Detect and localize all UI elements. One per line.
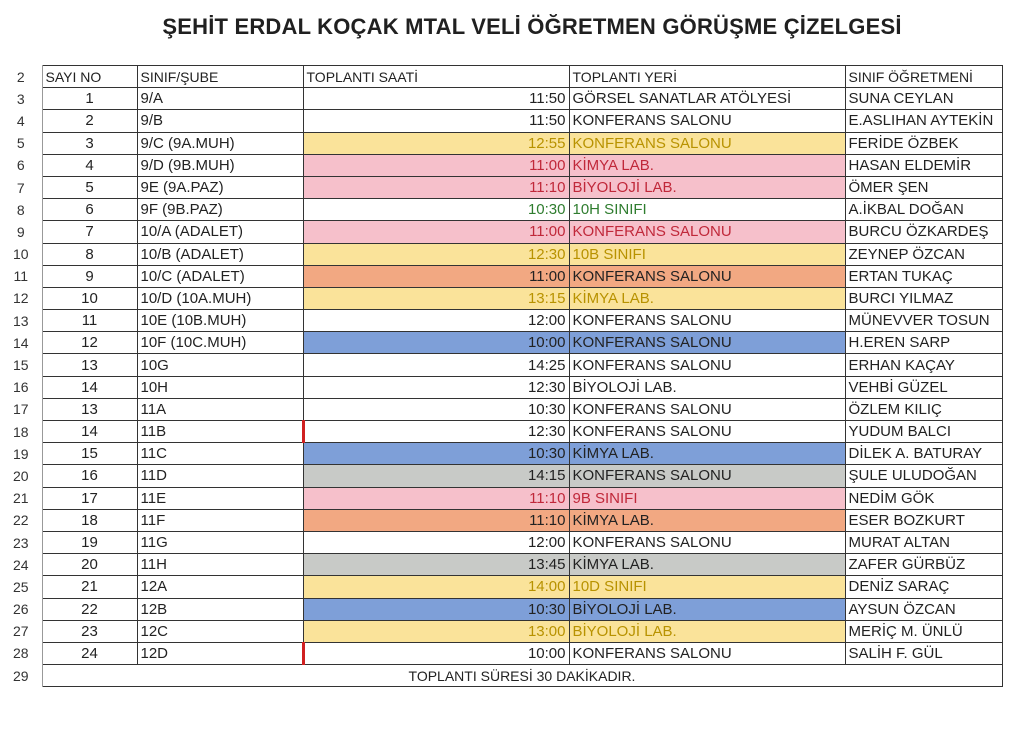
yer-cell[interactable]: KİMYA LAB. bbox=[569, 287, 845, 309]
saat-cell[interactable]: 11:10 bbox=[303, 487, 569, 509]
table-row bbox=[0, 576, 1002, 598]
saat-cell[interactable]: 14:15 bbox=[303, 465, 569, 487]
yer-cell[interactable]: KONFERANS SALONU bbox=[569, 465, 845, 487]
ogretmen-cell[interactable]: BURCU ÖZKARDEŞ bbox=[845, 221, 1002, 243]
yer-cell[interactable]: KONFERANS SALONU bbox=[569, 310, 845, 332]
sayi-no-cell[interactable]: 1 bbox=[42, 88, 137, 110]
sayi-no-cell[interactable]: 8 bbox=[42, 243, 137, 265]
row-number: 26 bbox=[0, 598, 42, 620]
table-row bbox=[0, 354, 1002, 376]
yer-cell[interactable]: BİYOLOJİ LAB. bbox=[569, 376, 845, 398]
yer-cell[interactable]: GÖRSEL SANATLAR ATÖLYESİ bbox=[569, 88, 845, 110]
table-row bbox=[0, 398, 1002, 420]
yer-cell[interactable]: KONFERANS SALONU bbox=[569, 265, 845, 287]
table-row bbox=[0, 221, 1002, 243]
ogretmen-cell[interactable]: MÜNEVVER TOSUN bbox=[845, 310, 1002, 332]
sayi-no-cell[interactable]: 15 bbox=[42, 443, 137, 465]
saat-cell[interactable]: 11:10 bbox=[303, 509, 569, 531]
sayi-no-cell[interactable]: 3 bbox=[42, 132, 137, 154]
ogretmen-cell[interactable]: DENİZ SARAÇ bbox=[845, 576, 1002, 598]
header-sinif-sube[interactable]: SINIF/ŞUBE bbox=[137, 66, 303, 88]
ogretmen-cell[interactable]: VEHBİ GÜZEL bbox=[845, 376, 1002, 398]
sayi-no-cell[interactable]: 17 bbox=[42, 487, 137, 509]
sayi-no-cell[interactable]: 10 bbox=[42, 287, 137, 309]
ogretmen-cell[interactable]: FERİDE ÖZBEK bbox=[845, 132, 1002, 154]
ogretmen-cell[interactable]: AYSUN ÖZCAN bbox=[845, 598, 1002, 620]
row-number: 8 bbox=[0, 199, 42, 221]
ogretmen-cell[interactable]: HASAN ELDEMİR bbox=[845, 154, 1002, 176]
saat-cell[interactable]: 10:00 bbox=[303, 332, 569, 354]
sinif-cell[interactable]: 10H bbox=[137, 376, 303, 398]
ogretmen-cell[interactable]: ZEYNEP ÖZCAN bbox=[845, 243, 1002, 265]
sayi-no-cell[interactable]: 7 bbox=[42, 221, 137, 243]
sayi-no-cell[interactable]: 13 bbox=[42, 398, 137, 420]
table-row bbox=[0, 176, 1002, 198]
row-number: 9 bbox=[0, 221, 42, 243]
table-row bbox=[0, 531, 1002, 553]
saat-cell[interactable]: 10:30 bbox=[303, 398, 569, 420]
sinif-cell[interactable]: 11H bbox=[137, 554, 303, 576]
sinif-cell[interactable]: 10/C (ADALET) bbox=[137, 265, 303, 287]
sinif-cell[interactable]: 10G bbox=[137, 354, 303, 376]
table-row bbox=[0, 154, 1002, 176]
yer-cell[interactable]: KONFERANS SALONU bbox=[569, 132, 845, 154]
row-number: 11 bbox=[0, 265, 42, 287]
sayi-no-cell[interactable]: 13 bbox=[42, 354, 137, 376]
header-toplanti-yeri[interactable]: TOPLANTI YERİ bbox=[569, 66, 845, 88]
sinif-cell[interactable]: 9/C (9A.MUH) bbox=[137, 132, 303, 154]
sinif-cell[interactable]: 11A bbox=[137, 398, 303, 420]
saat-cell[interactable]: 12:00 bbox=[303, 531, 569, 553]
saat-cell[interactable]: 11:50 bbox=[303, 88, 569, 110]
row-number: 27 bbox=[0, 620, 42, 642]
saat-cell[interactable]: 11:50 bbox=[303, 110, 569, 132]
row-number: 18 bbox=[0, 421, 42, 443]
sinif-cell[interactable]: 12C bbox=[137, 620, 303, 642]
ogretmen-cell[interactable]: YUDUM BALCI bbox=[845, 421, 1002, 443]
yer-cell[interactable]: KONFERANS SALONU bbox=[569, 642, 845, 664]
row-number: 14 bbox=[0, 332, 42, 354]
saat-cell[interactable]: 13:00 bbox=[303, 620, 569, 642]
sinif-cell[interactable]: 9/B bbox=[137, 110, 303, 132]
row-number: 15 bbox=[0, 354, 42, 376]
ogretmen-cell[interactable]: ŞULE ULUDOĞAN bbox=[845, 465, 1002, 487]
table-row bbox=[0, 310, 1002, 332]
row-number: 20 bbox=[0, 465, 42, 487]
header-sinif-ogretmeni[interactable]: SINIF ÖĞRETMENİ bbox=[845, 66, 1002, 88]
yer-cell[interactable]: KONFERANS SALONU bbox=[569, 398, 845, 420]
sinif-cell[interactable]: 12D bbox=[137, 642, 303, 664]
sinif-cell[interactable]: 10/D (10A.MUH) bbox=[137, 287, 303, 309]
saat-cell[interactable]: 10:30 bbox=[303, 199, 569, 221]
sinif-cell[interactable]: 12B bbox=[137, 598, 303, 620]
sayi-no-cell[interactable]: 12 bbox=[42, 332, 137, 354]
sinif-cell[interactable]: 10E (10B.MUH) bbox=[137, 310, 303, 332]
row-number: 10 bbox=[0, 243, 42, 265]
sinif-cell[interactable]: 12A bbox=[137, 576, 303, 598]
saat-cell[interactable]: 12:30 bbox=[303, 243, 569, 265]
ogretmen-cell[interactable]: ERTAN TUKAÇ bbox=[845, 265, 1002, 287]
sinif-cell[interactable]: 9F (9B.PAZ) bbox=[137, 199, 303, 221]
table-row bbox=[0, 332, 1002, 354]
yer-cell[interactable]: KİMYA LAB. bbox=[569, 154, 845, 176]
ogretmen-cell[interactable]: ÖMER ŞEN bbox=[845, 176, 1002, 198]
ogretmen-cell[interactable]: MERİÇ M. ÜNLÜ bbox=[845, 620, 1002, 642]
ogretmen-cell[interactable]: ESER BOZKURT bbox=[845, 509, 1002, 531]
sayi-no-cell[interactable]: 20 bbox=[42, 554, 137, 576]
sayi-no-cell[interactable]: 11 bbox=[42, 310, 137, 332]
row-number: 23 bbox=[0, 531, 42, 553]
ogretmen-cell[interactable]: ÖZLEM KILIÇ bbox=[845, 398, 1002, 420]
yer-cell[interactable]: BİYOLOJİ LAB. bbox=[569, 598, 845, 620]
yer-cell[interactable]: KONFERANS SALONU bbox=[569, 421, 845, 443]
yer-cell[interactable]: KONFERANS SALONU bbox=[569, 332, 845, 354]
saat-cell[interactable]: 14:25 bbox=[303, 354, 569, 376]
ogretmen-cell[interactable]: SUNA CEYLAN bbox=[845, 88, 1002, 110]
sinif-cell[interactable]: 9/A bbox=[137, 88, 303, 110]
table-row bbox=[0, 132, 1002, 154]
yer-cell[interactable]: BİYOLOJİ LAB. bbox=[569, 620, 845, 642]
yer-cell[interactable]: 9B SINIFI bbox=[569, 487, 845, 509]
table-row bbox=[0, 443, 1002, 465]
sayi-no-cell[interactable]: 24 bbox=[42, 642, 137, 664]
sayi-no-cell[interactable]: 19 bbox=[42, 531, 137, 553]
yer-cell[interactable]: 10H SINIFI bbox=[569, 199, 845, 221]
table-row bbox=[0, 554, 1002, 576]
table-row bbox=[0, 110, 1002, 132]
sayi-no-cell[interactable]: 16 bbox=[42, 465, 137, 487]
saat-cell[interactable]: 11:10 bbox=[303, 176, 569, 198]
table-row bbox=[0, 620, 1002, 642]
saat-cell[interactable]: 12:30 bbox=[303, 376, 569, 398]
row-number: 5 bbox=[0, 132, 42, 154]
saat-cell[interactable]: 10:30 bbox=[303, 443, 569, 465]
yer-cell[interactable]: KONFERANS SALONU bbox=[569, 221, 845, 243]
yer-cell[interactable]: 10D SINIFI bbox=[569, 576, 845, 598]
row-number: 25 bbox=[0, 576, 42, 598]
table-row bbox=[0, 287, 1002, 309]
row-number: 24 bbox=[0, 554, 42, 576]
table-row bbox=[0, 421, 1002, 443]
saat-cell[interactable]: 10:00 bbox=[303, 642, 569, 664]
saat-cell[interactable]: 11:00 bbox=[303, 265, 569, 287]
ogretmen-cell[interactable]: SALİH F. GÜL bbox=[845, 642, 1002, 664]
sayi-no-cell[interactable]: 4 bbox=[42, 154, 137, 176]
ogretmen-cell[interactable]: NEDİM GÖK bbox=[845, 487, 1002, 509]
saat-cell[interactable]: 11:00 bbox=[303, 221, 569, 243]
ogretmen-cell[interactable]: H.EREN SARP bbox=[845, 332, 1002, 354]
header-toplanti-saati[interactable]: TOPLANTI SAATİ bbox=[303, 66, 569, 88]
ogretmen-cell[interactable]: A.İKBAL DOĞAN bbox=[845, 199, 1002, 221]
sayi-no-cell[interactable]: 21 bbox=[42, 576, 137, 598]
sinif-cell[interactable]: 9E (9A.PAZ) bbox=[137, 176, 303, 198]
schedule-table bbox=[0, 65, 1003, 687]
ogretmen-cell[interactable]: BURCI YILMAZ bbox=[845, 287, 1002, 309]
row-number: 21 bbox=[0, 487, 42, 509]
yer-cell[interactable]: KONFERANS SALONU bbox=[569, 110, 845, 132]
row-number: 3 bbox=[0, 88, 42, 110]
table-row bbox=[0, 487, 1002, 509]
saat-cell[interactable]: 10:30 bbox=[303, 598, 569, 620]
sayi-no-cell[interactable]: 23 bbox=[42, 620, 137, 642]
table-row bbox=[0, 265, 1002, 287]
row-number: 6 bbox=[0, 154, 42, 176]
yer-cell[interactable]: KONFERANS SALONU bbox=[569, 531, 845, 553]
sinif-cell[interactable]: 10F (10C.MUH) bbox=[137, 332, 303, 354]
row-number: 29 bbox=[0, 665, 42, 687]
ogretmen-cell[interactable]: ZAFER GÜRBÜZ bbox=[845, 554, 1002, 576]
sayi-no-cell[interactable]: 18 bbox=[42, 509, 137, 531]
row-number: 13 bbox=[0, 310, 42, 332]
row-number: 17 bbox=[0, 398, 42, 420]
sayi-no-cell[interactable]: 14 bbox=[42, 421, 137, 443]
ogretmen-cell[interactable]: MURAT ALTAN bbox=[845, 531, 1002, 553]
yer-cell[interactable]: KİMYA LAB. bbox=[569, 443, 845, 465]
saat-cell[interactable]: 12:30 bbox=[303, 421, 569, 443]
sinif-cell[interactable]: 10/A (ADALET) bbox=[137, 221, 303, 243]
row-number: 16 bbox=[0, 376, 42, 398]
row-number: 7 bbox=[0, 176, 42, 198]
ogretmen-cell[interactable]: E.ASLIHAN AYTEKİN bbox=[845, 110, 1002, 132]
sayi-no-cell[interactable]: 6 bbox=[42, 199, 137, 221]
yer-cell[interactable]: BİYOLOJİ LAB. bbox=[569, 176, 845, 198]
yer-cell[interactable]: 10B SINIFI bbox=[569, 243, 845, 265]
row-number: 22 bbox=[0, 509, 42, 531]
table-row bbox=[0, 88, 1002, 110]
saat-cell[interactable]: 11:00 bbox=[303, 154, 569, 176]
row-number: 12 bbox=[0, 287, 42, 309]
yer-cell[interactable]: KİMYA LAB. bbox=[569, 554, 845, 576]
sayi-no-cell[interactable]: 5 bbox=[42, 176, 137, 198]
sayi-no-cell[interactable]: 14 bbox=[42, 376, 137, 398]
row-number: 2 bbox=[0, 66, 42, 88]
saat-cell[interactable]: 14:00 bbox=[303, 576, 569, 598]
yer-cell[interactable]: KİMYA LAB. bbox=[569, 509, 845, 531]
saat-cell[interactable]: 12:55 bbox=[303, 132, 569, 154]
sinif-cell[interactable]: 11F bbox=[137, 509, 303, 531]
saat-cell[interactable]: 12:00 bbox=[303, 310, 569, 332]
header-row bbox=[0, 66, 1002, 88]
sinif-cell[interactable]: 11G bbox=[137, 531, 303, 553]
header-sayi-no[interactable]: SAYI NO bbox=[42, 66, 137, 88]
ogretmen-cell[interactable]: ERHAN KAÇAY bbox=[845, 354, 1002, 376]
table-row bbox=[0, 199, 1002, 221]
table-row bbox=[0, 243, 1002, 265]
sayi-no-cell[interactable]: 9 bbox=[42, 265, 137, 287]
ogretmen-cell[interactable]: DİLEK A. BATURAY bbox=[845, 443, 1002, 465]
row-number: 19 bbox=[0, 443, 42, 465]
sinif-cell[interactable]: 10/B (ADALET) bbox=[137, 243, 303, 265]
footer-row bbox=[0, 665, 1002, 687]
sinif-cell[interactable]: 11B bbox=[137, 421, 303, 443]
yer-cell[interactable]: KONFERANS SALONU bbox=[569, 354, 845, 376]
sinif-cell[interactable]: 11D bbox=[137, 465, 303, 487]
sinif-cell[interactable]: 11C bbox=[137, 443, 303, 465]
row-number: 28 bbox=[0, 642, 42, 664]
page-title: ŞEHİT ERDAL KOÇAK MTAL VELİ ÖĞRETMEN GÖRÜŞME ÇİZELGESİ bbox=[162, 14, 902, 39]
saat-cell[interactable]: 13:45 bbox=[303, 554, 569, 576]
sinif-cell[interactable]: 11E bbox=[137, 487, 303, 509]
table-row bbox=[0, 376, 1002, 398]
sayi-no-cell[interactable]: 22 bbox=[42, 598, 137, 620]
table-row bbox=[0, 598, 1002, 620]
table-row bbox=[0, 642, 1002, 664]
meeting-duration-note[interactable]: TOPLANTI SÜRESİ 30 DAKİKADIR. bbox=[42, 665, 1002, 687]
table-row bbox=[0, 509, 1002, 531]
saat-cell[interactable]: 13:15 bbox=[303, 287, 569, 309]
row-number: 4 bbox=[0, 110, 42, 132]
sayi-no-cell[interactable]: 2 bbox=[42, 110, 137, 132]
table-row bbox=[0, 465, 1002, 487]
sinif-cell[interactable]: 9/D (9B.MUH) bbox=[137, 154, 303, 176]
